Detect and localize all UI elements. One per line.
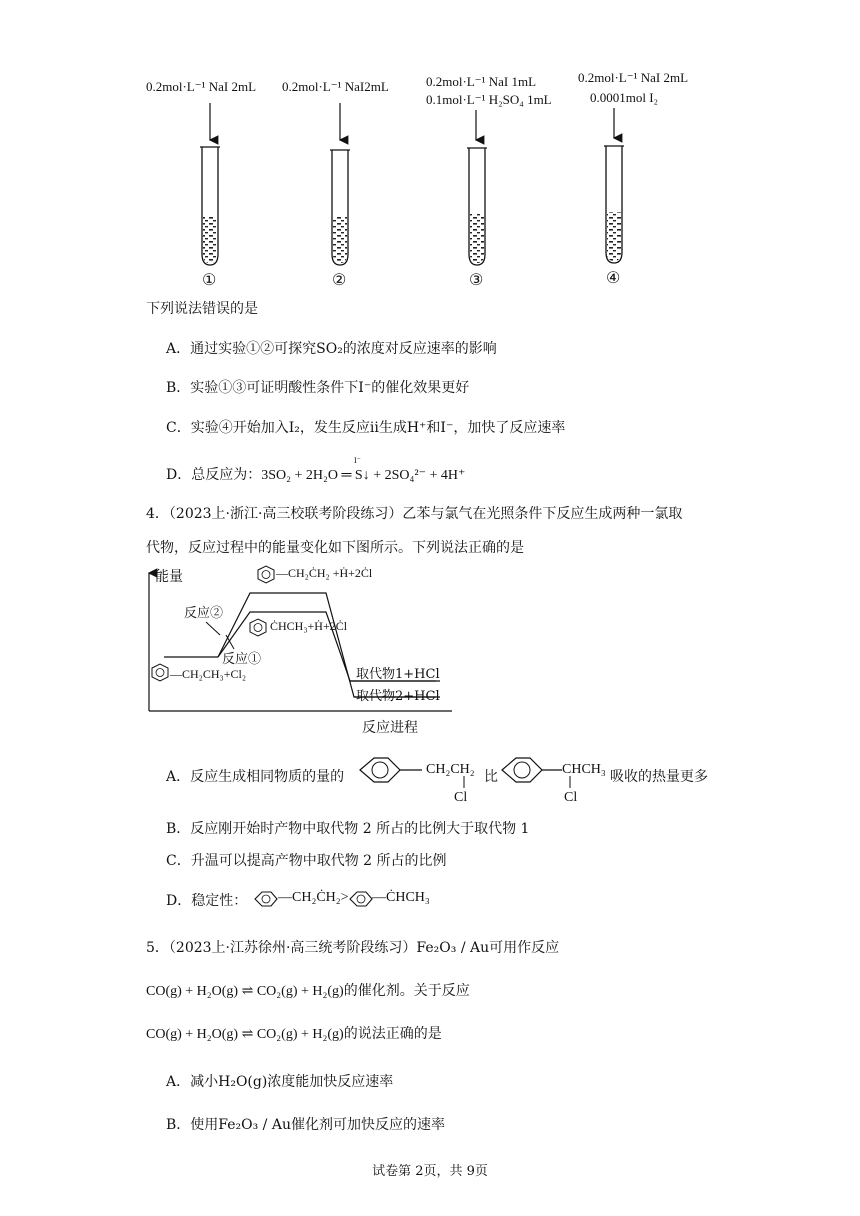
q5-option-b[interactable]: B．使用Fe₂O₃ / Au催化剂可加快反应的速率	[166, 1117, 445, 1133]
q3-option-c[interactable]: C．实验④开始加入I₂，发生反应ii生成H⁺和I⁻，加快了反应速率	[166, 420, 566, 436]
tube3-label-1: 0.2mol·L⁻¹ NaI 1mL	[426, 74, 537, 89]
page-footer: 试卷第 2页，共 9页	[372, 1164, 488, 1179]
q4-stem-line1: 4．（2023上·浙江·高三校联考阶段练习）乙苯与氯气在光照条件下反应生成两种一氯取	[146, 506, 683, 522]
q3-option-d[interactable]: D．总反应为：3SO₂ + 2H₂O ═ S↓ + 2SO₄²⁻ + 4H⁺	[166, 467, 466, 483]
tube-4	[604, 108, 624, 263]
tube1-label: 0.2mol·L⁻¹ NaI 2mL	[146, 79, 257, 94]
q4-stem-line2: 代物，反应过程中的能量变化如下图所示。下列说法正确的是	[146, 540, 524, 556]
stability-part1: —CH₂ĊH₂>	[278, 890, 349, 905]
q4-option-b[interactable]: B．反应刚开始时产物中取代物 2 所占的比例大于取代物 1	[166, 821, 530, 837]
tube4-number: ④	[606, 268, 621, 287]
test-tubes-drawing	[0, 0, 860, 300]
q5-option-a[interactable]: A．减小H₂O(g)浓度能加快反应速率	[166, 1074, 394, 1090]
q3-option-a[interactable]: A．通过实验①②可探究SO₂的浓度对反应速率的影响	[166, 341, 497, 357]
tube4-label-2: 0.0001mol I₂	[590, 90, 659, 105]
product2-label: 取代物2+HCl	[356, 689, 440, 704]
catalyst-label: I⁻	[354, 456, 361, 465]
q5-stem-line3: CO(g) + H₂O(g) ⇌ CO₂(g) + H₂(g)的说法正确的是	[146, 1026, 442, 1042]
q5-stem-line1: 5．（2023上·江苏徐州·高三统考阶段练习）Fe₂O₃ / Au可用作反应	[146, 940, 560, 956]
tube-1	[200, 103, 220, 265]
comparison-word: 比	[484, 769, 498, 785]
reaction2-label: 反应②	[184, 606, 224, 621]
q3-stem: 下列说法错误的是	[146, 301, 258, 317]
tube3-label-2: 0.1mol·L⁻¹ H₂SO₄ 1mL	[426, 92, 552, 107]
tube1-number: ①	[202, 270, 217, 289]
tube-2	[330, 103, 350, 265]
upper-intermediate-label: —CH₂ĊH₂ +Ḣ+2Ċl	[276, 566, 373, 580]
molecule-2-group: CHCH₃	[562, 762, 606, 777]
tube2-label: 0.2mol·L⁻¹ NaI2mL	[282, 79, 389, 94]
option-a-tail: 吸收的热量更多	[610, 769, 708, 785]
y-axis-label: 能量	[155, 569, 183, 585]
q3-option-b[interactable]: B．实验①③可证明酸性条件下I⁻的催化效果更好	[166, 380, 470, 396]
q5-stem-line2: CO(g) + H₂O(g) ⇌ CO₂(g) + H₂(g)的催化剂。关于反应	[146, 983, 470, 999]
molecule-1-cl: Cl	[454, 790, 468, 805]
tube-3	[467, 110, 487, 265]
q4-option-c[interactable]: C．升温可以提高产物中取代物 2 所占的比例	[166, 853, 447, 869]
molecule-2-cl: Cl	[564, 790, 578, 805]
reactant-label: —CH₂CH₃+Cl₂	[170, 667, 246, 681]
stability-part2: —ĊHCH₃	[372, 890, 430, 905]
lower-intermediate-label: ĊHCH₃+Ḣ+2Ċl	[270, 619, 348, 633]
reaction1-label: 反应①	[222, 652, 262, 667]
tube2-number: ②	[332, 270, 347, 289]
tube3-number: ③	[469, 270, 484, 289]
tube4-label-1: 0.2mol·L⁻¹ NaI 2mL	[578, 70, 689, 85]
product1-label: 取代物1+HCl	[356, 667, 440, 682]
x-axis-label: 反应进程	[362, 720, 418, 736]
molecule-1-group: CH₂CH₂	[426, 762, 475, 777]
